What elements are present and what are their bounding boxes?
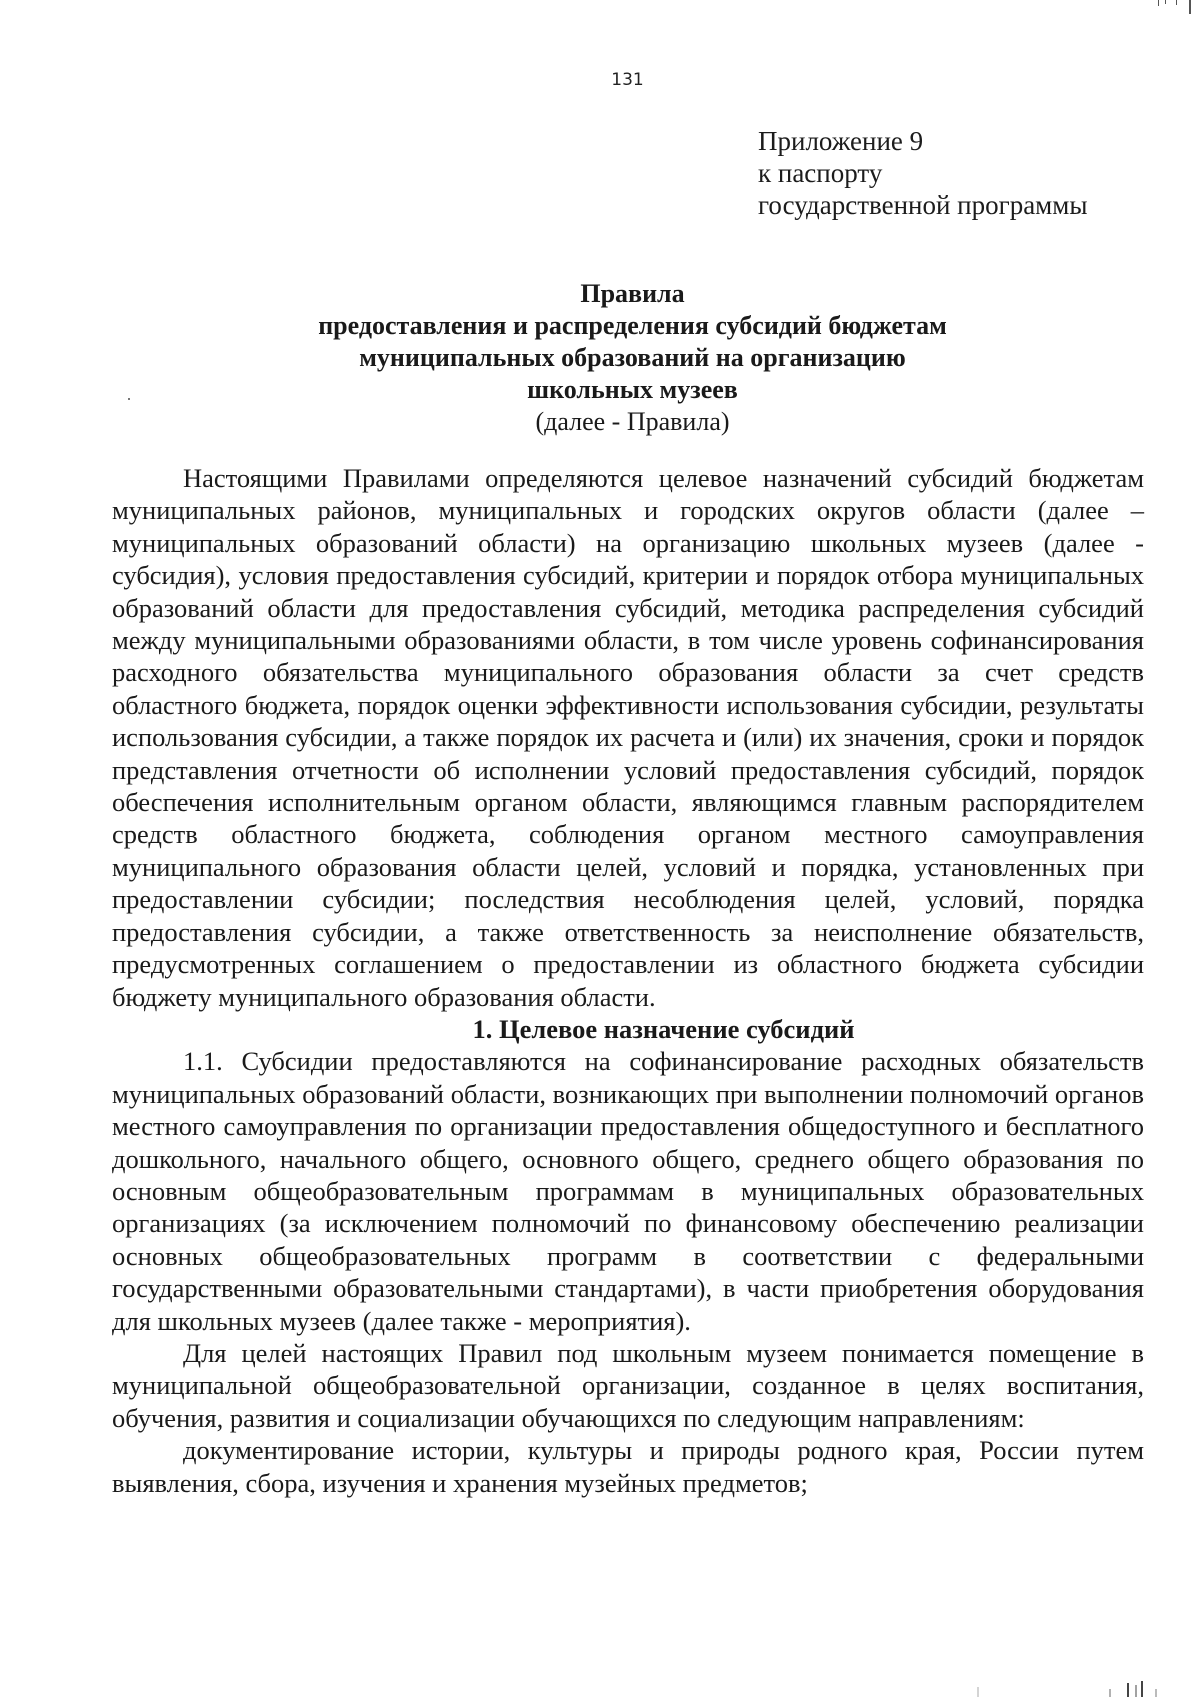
title-line: предоставления и распределения субсидий бюджетам — [318, 311, 947, 340]
appendix-reference — [758, 125, 1088, 221]
appendix-line: Приложение 9 — [758, 126, 924, 156]
title-line: Правила — [580, 279, 685, 308]
scan-dot — [128, 398, 130, 400]
paragraph-1-1: 1.1. Субсидии предоставляются на софинансирование расходных обязательств муниципальных образований области, возникающих при выполнении полномочий органов местного самоуправления по организации предоставления общедоступного и бесплатного дошкольного, начального общего, основного общего, среднего общего образования по основным общеобразовательным программам в муниципальных образовательных организациях (за исключением полномочий по финансовому обеспечению реализации основных общеобразовательных программ в соответствии с федеральными государственными образовательными стандартами), в части приобретения оборудования для школьных музеев (далее также - мероприятия). — [112, 1046, 1144, 1336]
scan-edge-marks — [1156, 0, 1196, 8]
paragraph-museum-definition: Для целей настоящих Правил под школьным музеем понимается помещение в муниципальной общеобразовательной организации, созданное в целях воспитания, обучения, развития и социализации обучающихся по следующим направлениям: — [112, 1337, 1144, 1433]
title-line: муниципальных образований на организацию — [359, 343, 906, 372]
scan-bottom-marks — [970, 1667, 1170, 1697]
title-subtitle: (далее - Правила) — [535, 407, 730, 436]
paragraph-documenting: документирование истории, культуры и природы родного края, России путем выявления, сбора, изучения и хранения музейных предметов; — [112, 1435, 1144, 1498]
title-line: школьных музеев — [527, 375, 738, 404]
appendix-line: к паспорту — [758, 158, 883, 188]
page-number: 131 — [611, 70, 644, 90]
intro-paragraph: Настоящими Правилами определяются целевое назначений субсидий бюджетам муниципальных районов, муниципальных и городских округов области (далее – муниципальных образований области) на организацию школьных музеев (далее - субсидия), условия предоставления субсидий, критерии и порядок отбора муниципальных образований области для предоставления субсидий, методика распределения субсидий между муниципальными образованиями области, в том числе уровень софинансирования расходного обязательства муниципального образования области за счет средств областного бюджета, порядок оценки эффективности использования субсидии, результаты использования субсидии, а также порядок их расчета и (или) их значения, сроки и порядок представления отчетности об исполнении условий предоставления субсидий, порядок обеспечения исполнительным органом области, являющимся главным распорядителем средств областного бюджета, соблюдения органом местного самоуправления муниципального образования области целей, условий и порядка, установленных при предоставлении субсидии; последствия несоблюдения целей, условий, порядка предоставления субсидии, а также ответственность за неисполнение обязательств, предусмотренных соглашением о предоставлении из областного бюджета субсидии бюджету муниципального образования области. — [112, 463, 1144, 1012]
appendix-line: государственной программы — [758, 190, 1088, 220]
document-body — [112, 462, 1144, 1499]
section-heading: 1. Целевое назначение субсидий — [472, 1013, 855, 1044]
document-title — [140, 278, 1125, 438]
